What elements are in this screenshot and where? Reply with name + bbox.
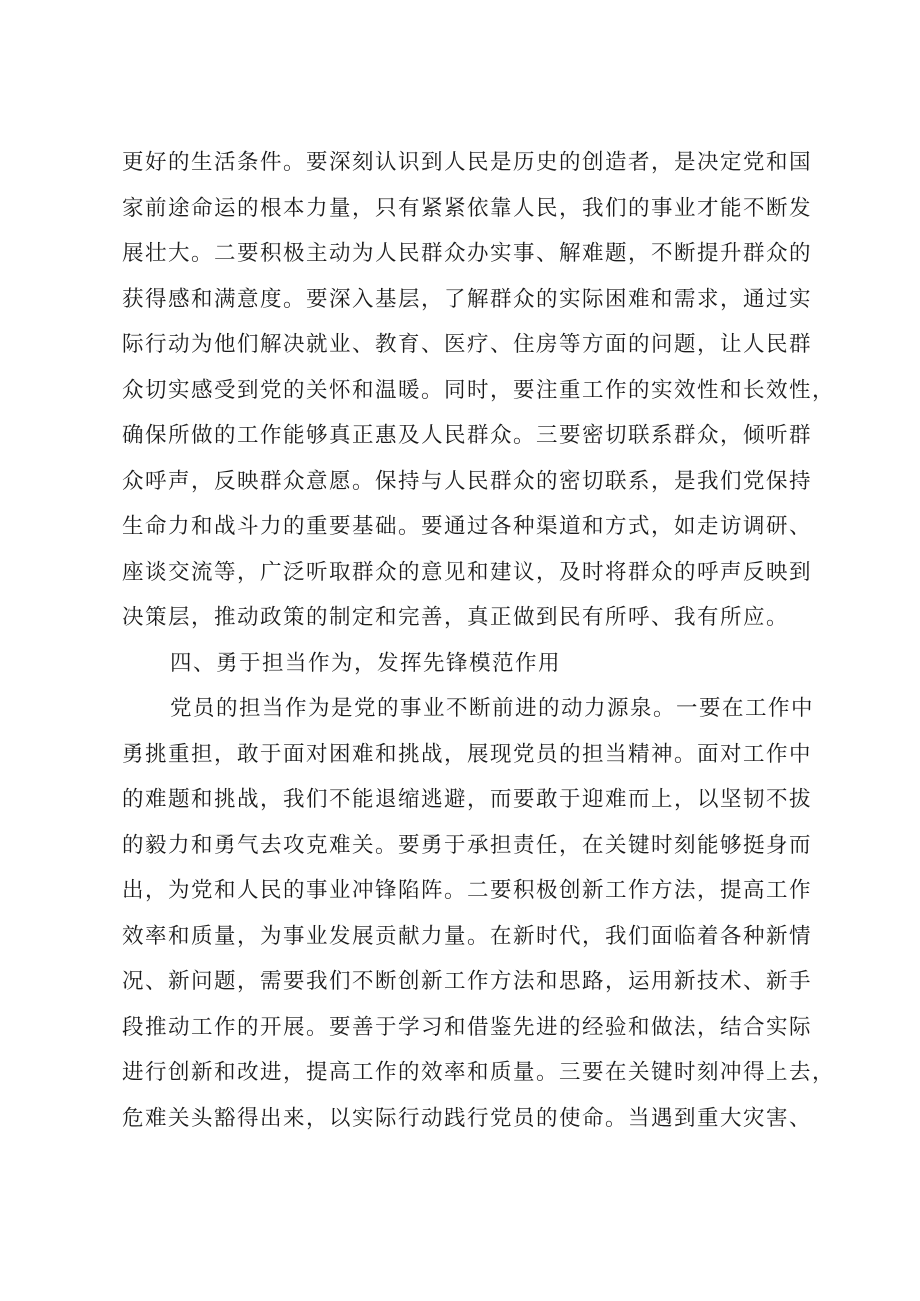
text-line: 生命力和战斗力的重要基础。要通过各种渠道和方式，如走访调研、 <box>122 514 813 539</box>
text-line: 勇挑重担，敢于面对困难和挑战，展现党员的担当精神。面对工作中 <box>122 741 813 767</box>
text-line: 况、新问题，需要我们不断创新工作方法和思路，运用新技术、新手 <box>122 969 813 994</box>
section-heading: 四、勇于担当作为，发挥先锋模范作用 <box>170 650 562 676</box>
text-line: 进行创新和改进，提高工作的效率和质量。三要在关键时刻冲得上去， <box>122 1060 836 1085</box>
text-line: 际行动为他们解决就业、教育、医疗、住房等方面的问题，让人民群 <box>122 332 813 357</box>
text-line: 党员的担当作为是党的事业不断前进的动力源泉。一要在工作中 <box>170 696 815 721</box>
text-line: 展壮大。二要积极主动为人民群众办实事、解难题，不断提升群众的 <box>122 241 813 266</box>
text-line: 危难关头豁得出来，以实际行动践行党员的使命。当遇到重大灾害、 <box>122 1105 813 1131</box>
text-line: 众切实感受到党的关怀和温暖。同时，要注重工作的实效性和长效性， <box>122 377 836 403</box>
text-line: 更好的生活条件。要深刻认识到人民是历史的创造者，是决定党和国 <box>122 150 813 175</box>
text-line: 确保所做的工作能够真正惠及人民群众。三要密切联系群众，倾听群 <box>122 423 813 448</box>
text-line: 效率和质量，为事业发展贡献力量。在新时代，我们面临着各种新情 <box>122 923 813 949</box>
text-line: 决策层，推动政策的制定和完善，真正做到民有所呼、我有所应。 <box>122 605 790 630</box>
text-line: 的难题和挑战，我们不能退缩逃避，而要敢于迎难而上，以坚韧不拔 <box>122 787 813 812</box>
text-line: 段推动工作的开展。要善于学习和借鉴先进的经验和做法，结合实际 <box>122 1014 813 1040</box>
text-line: 的毅力和勇气去攻克难关。要勇于承担责任，在关键时刻能够挺身而 <box>122 832 813 858</box>
text-line: 座谈交流等，广泛听取群众的意见和建议，及时将群众的呼声反映到 <box>122 559 813 585</box>
body-text <box>122 140 836 1141</box>
text-line: 出，为党和人民的事业冲锋陷阵。二要积极创新工作方法，提高工作 <box>122 878 813 903</box>
text-line: 家前途命运的根本力量，只有紧紧依靠人民，我们的事业才能不断发 <box>122 195 813 221</box>
text-line: 众呼声，反映群众意愿。保持与人民群众的密切联系，是我们党保持 <box>122 468 813 494</box>
text-line: 获得感和满意度。要深入基层，了解群众的实际困难和需求，通过实 <box>122 286 813 312</box>
